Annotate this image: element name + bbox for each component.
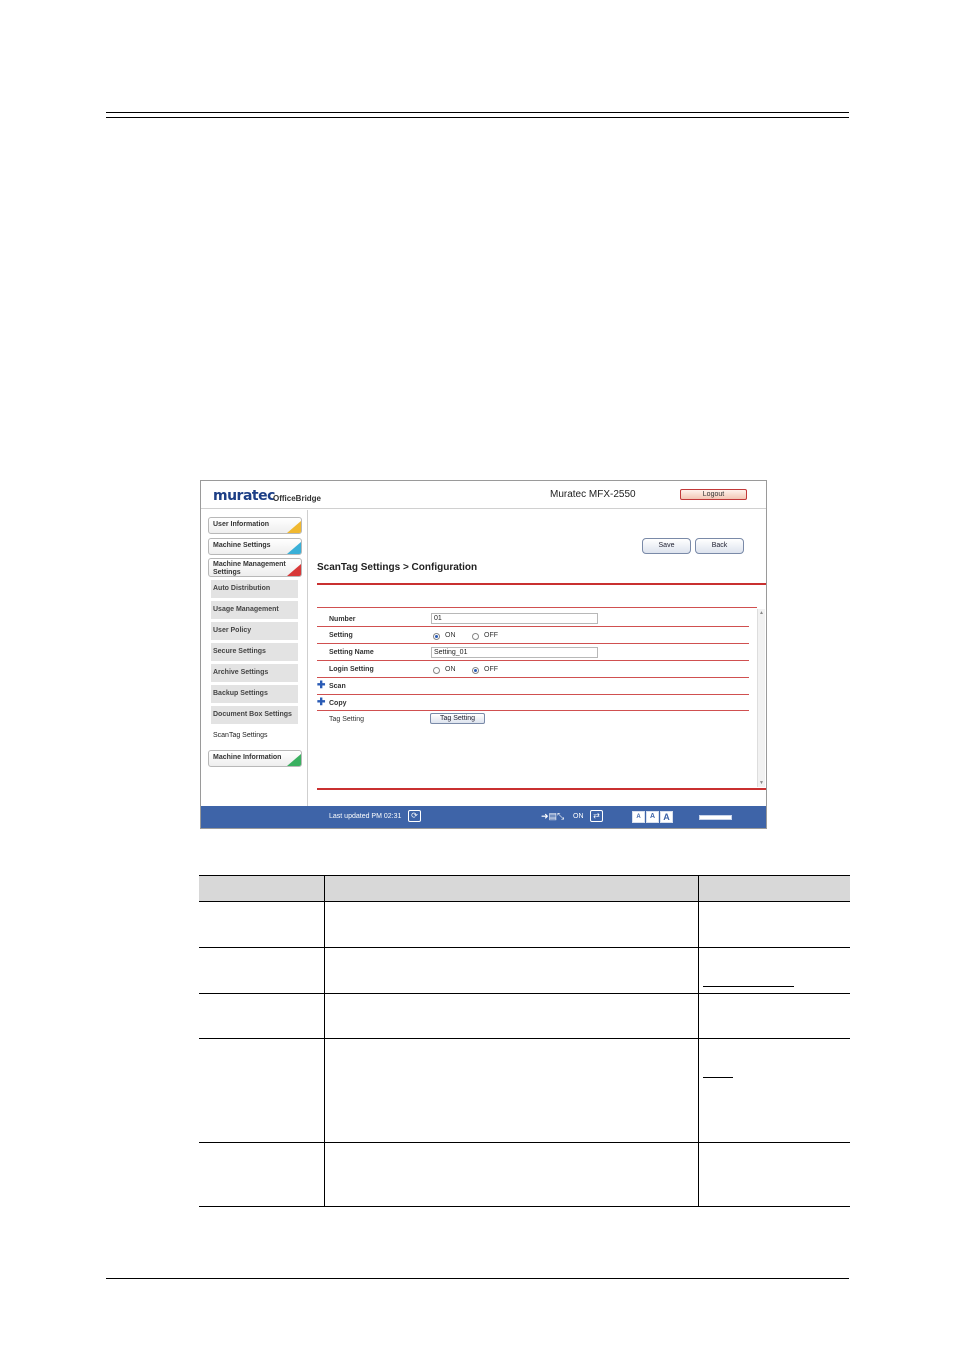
row-divider [317, 643, 749, 644]
logout-button[interactable]: Logout [680, 489, 747, 500]
table-cell [325, 1143, 699, 1207]
number-field[interactable]: 01 [431, 613, 598, 624]
link-underline [703, 1077, 733, 1078]
form-bottom-divider [317, 788, 766, 790]
login-setting-label: Login Setting [329, 666, 374, 673]
sidebar-item-archive-settings[interactable]: Archive Settings [211, 664, 298, 683]
login-on-radio[interactable] [433, 667, 440, 674]
app-header [201, 481, 766, 509]
sidebar-item-machine-information[interactable] [208, 750, 302, 767]
setting-off-label: OFF [484, 632, 498, 639]
progress-bar [699, 815, 732, 820]
red-corner-icon [287, 564, 301, 576]
scroll-down-icon[interactable]: ▼ [759, 780, 764, 786]
table-row [199, 1143, 850, 1207]
setting-label: Setting [329, 632, 353, 639]
refresh-icon[interactable]: ⟳ [408, 810, 421, 822]
sidebar [201, 510, 308, 806]
setting-name-label: Setting Name [329, 649, 374, 656]
table-header-cell [699, 876, 851, 902]
table-cell [699, 1039, 851, 1143]
table-row [199, 994, 850, 1039]
sidebar-item-usage-management[interactable]: Usage Management [211, 601, 298, 620]
table-cell [699, 902, 851, 948]
table-header-row [199, 876, 850, 902]
green-corner-icon [287, 754, 301, 766]
footer-rule [106, 1278, 849, 1279]
number-label: Number [329, 616, 356, 623]
table-cell [199, 994, 325, 1039]
sidebar-item-document-box-settings[interactable]: Document Box Settings [211, 706, 298, 725]
sidebar-item-scantag-settings[interactable]: ScanTag Settings [211, 727, 298, 746]
scroll-up-icon[interactable]: ▲ [759, 610, 764, 616]
blue-corner-icon [287, 542, 301, 554]
yellow-corner-icon [287, 521, 301, 533]
sidebar-item-auto-distribution[interactable]: Auto Distribution [211, 580, 298, 599]
table-row [199, 1039, 850, 1143]
sidebar-item-label: Machine Settings [213, 542, 271, 549]
table-header-cell [325, 876, 699, 902]
form-top-divider [317, 607, 757, 608]
swap-icon[interactable]: ⇄ [590, 810, 603, 822]
sidebar-item-machine-settings[interactable] [208, 538, 302, 555]
row-divider [317, 694, 749, 695]
table-header-cell [199, 876, 325, 902]
scan-section-label[interactable]: Scan [329, 683, 346, 690]
table-cell [325, 1039, 699, 1143]
font-size-medium-button[interactable]: A [646, 811, 659, 823]
setting-name-field[interactable]: Setting_01 [431, 647, 598, 658]
title-divider [317, 583, 766, 585]
status-on-text: ON [573, 813, 584, 820]
expand-plus-icon[interactable]: ✚ [317, 697, 326, 708]
form-scrollbar[interactable] [757, 609, 765, 787]
copy-section-label[interactable]: Copy [329, 700, 347, 707]
page-title: ScanTag Settings > Configuration [317, 562, 478, 573]
sidebar-item-user-information[interactable] [208, 517, 302, 534]
machine-model: Muratec MFX-2550 [550, 489, 636, 500]
table-cell [199, 902, 325, 948]
sidebar-item-machine-management-settings[interactable] [208, 558, 302, 577]
tag-setting-button[interactable]: Tag Setting [430, 713, 485, 724]
table-cell [325, 902, 699, 948]
login-off-radio[interactable] [472, 667, 479, 674]
row-divider [317, 710, 749, 711]
header-rule-thin [106, 117, 849, 118]
font-size-small-button[interactable]: A [632, 811, 645, 823]
login-on-label: ON [445, 666, 456, 673]
row-divider [317, 660, 749, 661]
sidebar-item-backup-settings[interactable]: Backup Settings [211, 685, 298, 704]
sidebar-item-label: User Information [213, 521, 270, 528]
table-cell [199, 1143, 325, 1207]
table-cell [199, 948, 325, 994]
table-cell [199, 1039, 325, 1143]
row-divider [317, 626, 749, 627]
sidebar-item-label: Machine Information [213, 754, 282, 761]
table-cell [699, 1143, 851, 1207]
save-button[interactable]: Save [642, 538, 691, 554]
link-underline [703, 986, 794, 987]
table-cell [325, 994, 699, 1039]
scantag-config-screenshot [200, 480, 767, 829]
font-size-large-button[interactable]: A [660, 811, 673, 823]
last-updated-text: Last updated PM 02:31 [329, 813, 402, 820]
login-off-label: OFF [484, 666, 498, 673]
sidebar-item-label: Machine Management Settings [213, 561, 286, 576]
table-cell [325, 948, 699, 994]
table-row [199, 902, 850, 948]
tag-setting-label: Tag Setting [329, 716, 365, 723]
setting-on-radio[interactable] [433, 633, 440, 640]
status-bar [201, 806, 766, 828]
muratec-logo: muratec [213, 488, 275, 504]
sidebar-item-user-policy[interactable]: User Policy [211, 622, 298, 641]
sidebar-item-secure-settings[interactable]: Secure Settings [211, 643, 298, 662]
setting-off-radio[interactable] [472, 633, 479, 640]
settings-description-table [199, 875, 850, 1207]
back-button[interactable]: Back [695, 538, 744, 554]
row-divider [317, 677, 749, 678]
table-cell [699, 994, 851, 1039]
expand-plus-icon[interactable]: ✚ [317, 680, 326, 691]
officebridge-logo: OfficeBridge [273, 494, 322, 503]
machine-status-icon: ➜▤⤡ [541, 811, 565, 821]
header-rule-thick [106, 112, 849, 113]
setting-on-label: ON [445, 632, 456, 639]
